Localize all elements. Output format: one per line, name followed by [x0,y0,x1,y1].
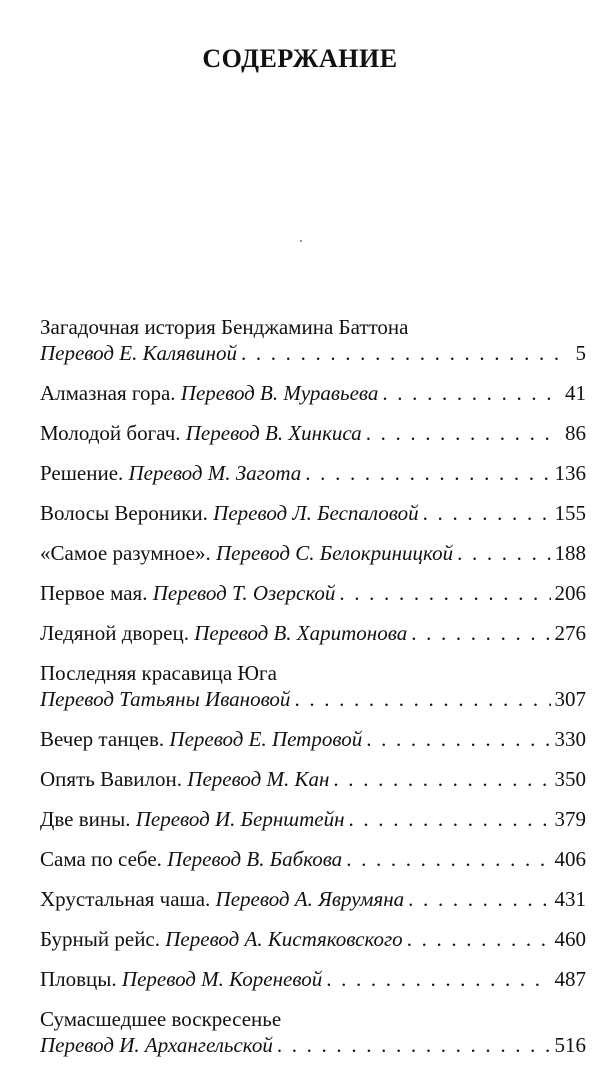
dot-leader [366,726,550,752]
toc-entry-translator: Перевод Л. Беспаловой [213,501,419,525]
dot-leader [326,966,550,992]
toc-entry-translator: Перевод М. Загота [128,461,302,485]
toc-entry-line [40,766,586,792]
toc-entry-page: 86 [565,421,586,445]
toc-entry-translator: Перевод Татьяны Ивановой [40,687,291,711]
toc-entry-title: Сумасшедшее воскресенье [40,1007,282,1031]
toc-entry-page: 460 [554,927,586,951]
toc-entry-title: Загадочная история Бенджамина Баттона [40,315,409,339]
toc-entry-page: 307 [554,687,586,711]
toc-entry-line [40,580,586,606]
dot-leader [408,886,550,912]
toc-entry-page: 330 [554,727,586,751]
dot-leader [423,500,551,526]
toc-entry [40,726,586,752]
toc-entry-page: 406 [554,847,586,871]
toc-entry [40,620,586,646]
toc-entry [40,580,586,606]
toc-entry-page: 379 [554,807,586,831]
toc-entry-translator: Перевод И. Архангельской [40,1033,273,1057]
toc-entry-line [40,540,586,566]
toc-entry-line [40,460,586,486]
toc-entry-translator: Перевод Е. Петровой [169,727,363,751]
toc-entry-line [40,500,586,526]
toc-entry [40,460,586,486]
toc-entry-title: Вечер танцев. [40,727,170,751]
toc-entry-translator-line [40,1032,586,1058]
toc-entry [40,966,586,992]
toc-entry-translator: Перевод Т. Озерской [152,581,336,605]
toc-entry-translator-line [40,340,586,366]
toc-entry [40,926,586,952]
toc-entry-translator: Перевод А. Яврумяна [215,887,405,911]
toc-entry-title: Алмазная гора. [40,381,181,405]
toc-entry [40,314,586,366]
dot-leader [457,540,550,566]
dot-leader [411,620,550,646]
toc-entry-translator: Перевод В. Хинкиса [185,421,362,445]
toc-entry-line [40,420,586,446]
toc-entry-page: 136 [554,461,586,485]
toc-entry-title: Первое мая. [40,581,153,605]
dot-leader [366,420,561,446]
toc-entry-line [40,620,586,646]
toc-entry [40,846,586,872]
toc-entry-line [40,886,586,912]
toc-entry-page: 188 [554,541,586,565]
toc-entry-page: 155 [554,501,586,525]
dot-leader [382,380,561,406]
toc-entry-page: 431 [554,887,586,911]
toc-entry-translator: Перевод С. Белокриницкой [215,541,454,565]
toc-entry-page: 206 [554,581,586,605]
toc-entry-translator: Перевод М. Кан [187,767,330,791]
toc-entry-title: Пловцы. [40,967,122,991]
toc-entry-title: Опять Вавилон. [40,767,188,791]
dot-leader [241,340,564,366]
toc-entry-title-line [40,660,586,686]
toc-entry-title-line [40,314,586,340]
toc-entry-line [40,966,586,992]
toc-entry-title: Последняя красавица Юга [40,661,277,685]
toc-entry-title: Волосы Вероники. [40,501,214,525]
toc-entry-line [40,846,586,872]
toc-entry-line [40,726,586,752]
toc-entry-title: «Самое разумное». [40,541,216,565]
dot-leader [277,1032,551,1058]
toc-entry-translator: Перевод В. Бабкова [167,847,343,871]
toc-entry-line [40,926,586,952]
toc-entry [40,500,586,526]
dot-leader [294,686,550,712]
toc-entry-title: Две вины. [40,807,136,831]
toc-entry [40,886,586,912]
dot-leader [346,846,550,872]
toc-entry-translator: Перевод Е. Калявиной [40,341,237,365]
toc-entry-translator: Перевод В. Муравьева [180,381,379,405]
toc-entry-line [40,806,586,832]
toc-entry-title: Ледяной дворец. [40,621,195,645]
print-speck [300,240,302,242]
toc-entry-line [40,380,586,406]
dot-leader [333,766,550,792]
dot-leader [349,806,551,832]
toc-entry-translator-line [40,686,586,712]
toc-entry-title: Молодой богач. [40,421,186,445]
page-title: СОДЕРЖАНИЕ [202,44,398,73]
table-of-contents [40,314,586,1072]
toc-entry-page: 41 [565,381,586,405]
toc-entry-page: 516 [554,1033,586,1057]
toc-entry-title-line [40,1006,586,1032]
toc-entry [40,660,586,712]
dot-leader [339,580,550,606]
toc-entry-title: Сама по себе. [40,847,168,871]
toc-entry-page: 5 [575,341,586,365]
toc-entry [40,380,586,406]
toc-entry [40,766,586,792]
toc-entry-translator: Перевод И. Бернштейн [135,807,345,831]
toc-entry-title: Бурный рейс. [40,927,166,951]
toc-entry-title: Решение. [40,461,129,485]
toc-entry-page: 487 [554,967,586,991]
dot-leader [407,926,551,952]
toc-entry-page: 276 [554,621,586,645]
toc-entry [40,806,586,832]
toc-entry-translator: Перевод М. Кореневой [121,967,323,991]
toc-entry-title: Хрустальная чаша. [40,887,216,911]
toc-entry-page: 350 [554,767,586,791]
dot-leader [305,460,550,486]
toc-entry [40,420,586,446]
toc-entry-translator: Перевод В. Харитонова [194,621,408,645]
toc-entry [40,540,586,566]
toc-entry-translator: Перевод А. Кистяковского [165,927,403,951]
toc-entry [40,1006,586,1058]
